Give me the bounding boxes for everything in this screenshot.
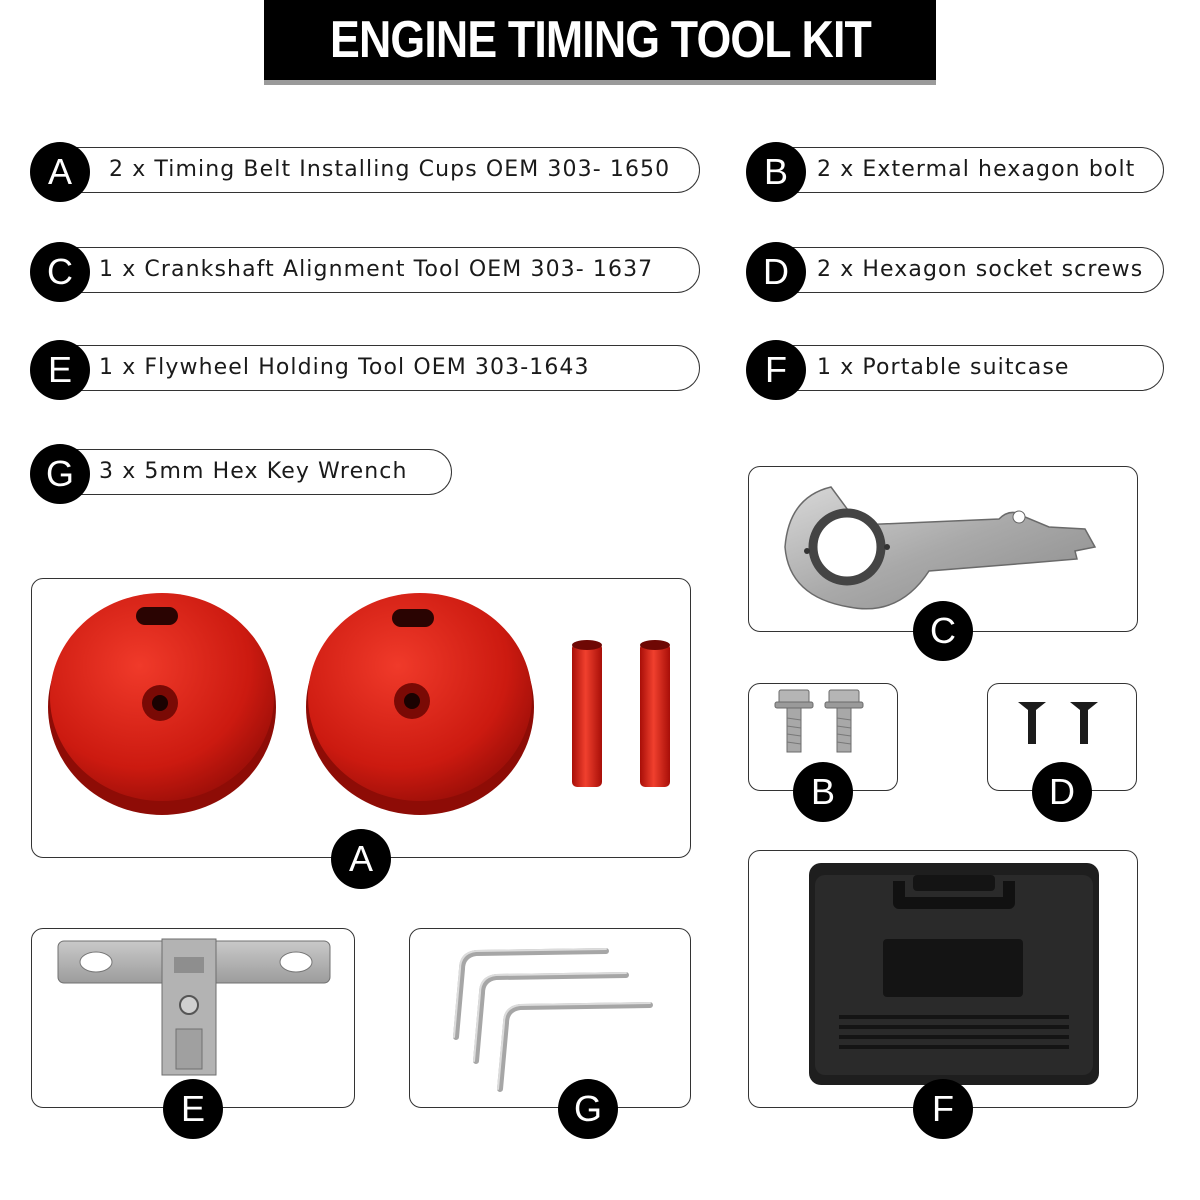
panel-f <box>748 850 1138 1108</box>
panel-badge-b: B <box>793 762 853 822</box>
panel-badge-g: G <box>558 1079 618 1139</box>
legend-badge-a: A <box>30 142 90 202</box>
legend-item-b <box>762 147 1164 193</box>
legend-text: 3 x 5mm Hex Key Wrench <box>99 459 408 484</box>
panel-badge-f: F <box>913 1079 973 1139</box>
legend-text: 1 x Portable suitcase <box>817 355 1070 380</box>
legend-text: 2 x Hexagon socket screws <box>817 257 1144 282</box>
legend-item-a <box>40 147 700 193</box>
legend-item-c <box>40 247 700 293</box>
legend-badge-e: E <box>30 340 90 400</box>
legend-badge-g: G <box>30 444 90 504</box>
legend-text: 2 x Timing Belt Installing Cups OEM 303- 1650 <box>109 157 671 182</box>
timing-cups-image <box>32 579 692 859</box>
legend-text: 1 x Flywheel Holding Tool OEM 303-1643 <box>99 355 590 380</box>
legend-item-e <box>40 345 700 391</box>
legend-text: 2 x Extermal hexagon bolt <box>817 157 1136 182</box>
panel-g <box>409 928 691 1108</box>
panel-badge-e: E <box>163 1079 223 1139</box>
page-title: ENGINE TIMING TOOL KIT <box>329 11 871 69</box>
legend-item-g <box>40 449 452 495</box>
legend-badge-f: F <box>746 340 806 400</box>
panel-a <box>31 578 691 858</box>
legend-badge-d: D <box>746 242 806 302</box>
suitcase-image <box>749 851 1139 1109</box>
panel-badge-c: C <box>913 601 973 661</box>
panel-badge-d: D <box>1032 762 1092 822</box>
panel-badge-a: A <box>331 829 391 889</box>
legend-item-f <box>762 345 1164 391</box>
title-banner <box>264 0 936 80</box>
legend-item-d <box>762 247 1164 293</box>
hex-keys-image <box>410 929 692 1109</box>
legend-badge-c: C <box>30 242 90 302</box>
legend-badge-b: B <box>746 142 806 202</box>
legend-text: 1 x Crankshaft Alignment Tool OEM 303- 1637 <box>99 257 654 282</box>
